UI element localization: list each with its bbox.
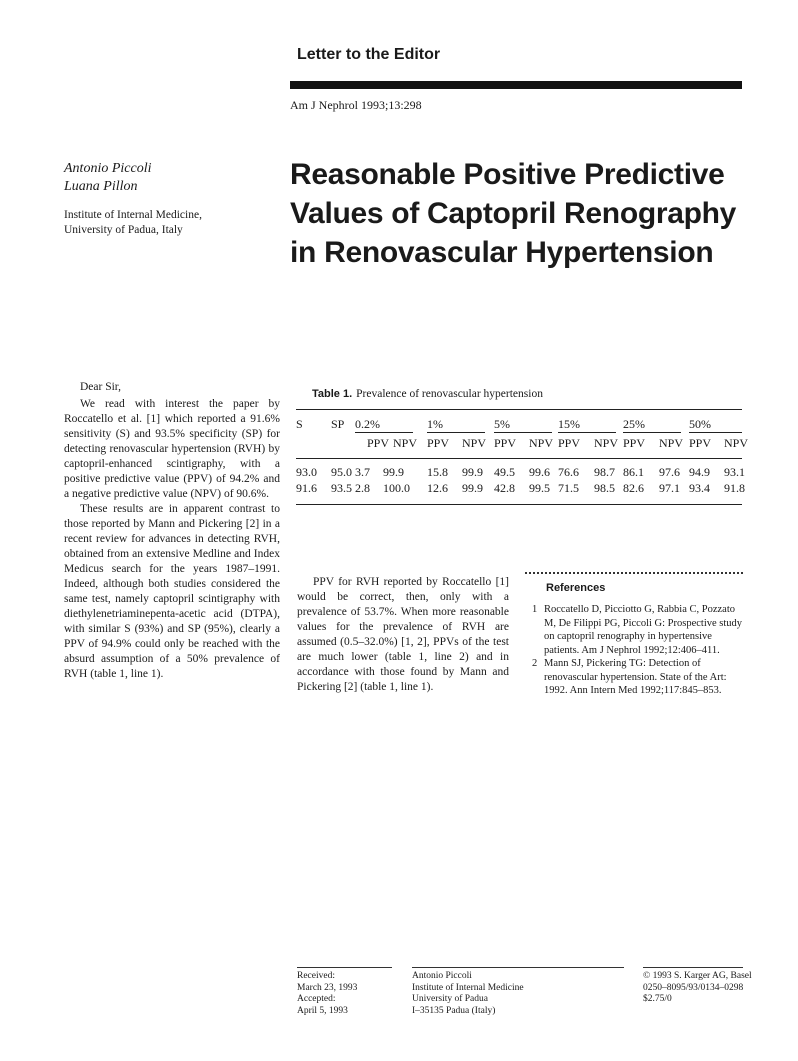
footer-rule <box>297 967 392 968</box>
npv-subheader: NPV <box>594 436 619 450</box>
cell-npv: 93.1 <box>724 465 745 479</box>
reference-text: Roccatello D, Picciotto G, Rabbia C, Pozzato M, De Filippi PG, Piccoli G: Prospective study on captopril renography in hypertensive patients. Am J Nephrol 1992;12:406–411. <box>544 604 743 656</box>
author-names <box>64 160 151 196</box>
body-paragraph: These results are in apparent contrast to those reported by Mann and Pickering [2] in a recent review for advances in detecting RVH, obtained from an extensive Medline and Index Medicus search for the years 1987–1991. Indeed, although both studies considered the same test, namely captopril scintigraphy with diethylenetriaminepenta-acetic acid (DTPA), with similar S (93%) and SP (95%), clearly a PPV of 94.9% could only be reached with the absurd assumption of a 50% prevalence of RVH (table 1, line 1). <box>64 503 280 680</box>
reference-item <box>532 657 744 698</box>
table-label: Table 1. <box>312 388 353 400</box>
column-header-sp: SP <box>331 417 345 431</box>
reference-number: 2 <box>532 658 538 669</box>
column-header-s: S <box>296 417 303 431</box>
prevalence-header-rule <box>689 432 742 433</box>
reference-number: 1 <box>532 604 538 615</box>
table-header-rule <box>296 458 742 459</box>
title-line: Reasonable Positive Predictive <box>290 158 725 191</box>
footer-line: Accepted: <box>297 994 336 1004</box>
npv-subheader: NPV <box>724 436 749 450</box>
cell-ppv: 15.8 <box>427 465 448 479</box>
cell-ppv: 82.6 <box>623 481 644 495</box>
cell-ppv: 94.9 <box>689 465 710 479</box>
table-top-rule <box>296 409 742 410</box>
prevalence-header: 25% <box>623 417 645 431</box>
cell-specificity: 93.5 <box>331 481 352 495</box>
journal-reference: Am J Nephrol 1993;13:298 <box>290 98 422 112</box>
cell-npv: 99.9 <box>462 481 483 495</box>
footer-line: March 23, 1993 <box>297 982 358 993</box>
prevalence-header-rule <box>355 432 413 433</box>
header-rule <box>290 81 742 89</box>
cell-npv: 91.8 <box>724 481 745 495</box>
prevalence-header: 5% <box>494 417 510 431</box>
author-name: Antonio Piccoli <box>64 161 152 176</box>
cell-ppv: 2.8 <box>355 481 370 495</box>
npv-subheader: NPV <box>529 436 554 450</box>
prevalence-header: 50% <box>689 417 711 431</box>
footer-line: April 5, 1993 <box>297 1005 348 1016</box>
cell-npv: 97.1 <box>659 481 680 495</box>
cell-npv: 98.5 <box>594 481 615 495</box>
cell-ppv: 42.8 <box>494 481 515 495</box>
ppv-subheader: PPV <box>494 436 517 450</box>
cell-ppv: 86.1 <box>623 465 644 479</box>
prevalence-header: 15% <box>558 417 580 431</box>
footer-line: I–35135 Padua (Italy) <box>412 1005 496 1016</box>
affiliation-line: University of Padua, Italy <box>64 224 183 236</box>
body-paragraph: We read with interest the paper by Roccatello et al. [1] which reported a 91.6% sensitivity (S) and 93.5% specificity (SP) for detecting renovascular hypertension (RVH) by captopril-enhanced scintigraphy, with a positive predictive value (PPV) of 94.2% and a negative predictive value (NPV) of 90.6%. <box>64 398 280 500</box>
cell-npv: 97.6 <box>659 465 680 479</box>
cell-ppv: 49.5 <box>494 465 515 479</box>
footer-correspondence-address <box>412 971 524 1017</box>
cell-npv: 99.9 <box>462 465 483 479</box>
cell-ppv: 76.6 <box>558 465 579 479</box>
author-affiliation <box>64 208 202 238</box>
prevalence-header: 0.2% <box>355 417 380 431</box>
footer-line: Antonio Piccoli <box>412 971 472 981</box>
footer-line: © 1993 S. Karger AG, Basel <box>643 971 752 981</box>
footer-line: Received: <box>297 971 335 981</box>
cell-sensitivity: 91.6 <box>296 481 317 495</box>
salutation: Dear Sir, <box>80 381 122 393</box>
reference-item <box>532 603 744 657</box>
footer-rule <box>643 967 743 968</box>
cell-npv: 100.0 <box>383 481 410 495</box>
cell-ppv: 93.4 <box>689 481 710 495</box>
cell-npv: 99.6 <box>529 465 550 479</box>
author-name: Luana Pillon <box>64 179 138 194</box>
npv-subheader: NPV <box>462 436 487 450</box>
ppv-subheader: PPV <box>558 436 581 450</box>
footer-rule <box>412 967 624 968</box>
ppv-subheader: PPV <box>427 436 450 450</box>
npv-subheader: NPV <box>393 436 418 450</box>
cell-ppv: 3.7 <box>355 465 370 479</box>
footer-dates <box>297 971 357 1017</box>
table-bottom-rule <box>296 504 742 505</box>
letter-body-left-column <box>64 380 280 682</box>
ppv-subheader: PPV <box>689 436 712 450</box>
prevalence-header-rule <box>427 432 485 433</box>
article-title <box>290 155 760 272</box>
prevalence-header-rule <box>494 432 552 433</box>
table-caption-text: Prevalence of renovascular hypertension <box>356 388 543 400</box>
cell-specificity: 95.0 <box>331 465 352 479</box>
cell-npv: 99.9 <box>383 465 404 479</box>
footer-line: $2.75/0 <box>643 994 672 1004</box>
references-heading: References <box>546 582 606 594</box>
section-heading: Letter to the Editor <box>297 46 441 63</box>
footer-line: Institute of Internal Medicine <box>412 982 524 993</box>
title-line: in Renovascular Hypertension <box>290 236 714 269</box>
prevalence-header-rule <box>558 432 616 433</box>
ppv-subheader: PPV <box>367 436 390 450</box>
affiliation-line: Institute of Internal Medicine, <box>64 209 202 221</box>
footer-line: 0250–8095/93/0134–0298 <box>643 982 744 993</box>
references-divider <box>525 572 743 574</box>
body-paragraph: PPV for RVH reported by Roccatello [1] would be correct, then, only with a prevalence of 53.7%. When more reasonable values for the prevalence of RVH are assumed (0.5–32.0%) [1, 2], PPVs of the test are much lower (table 1, line 2) and in accordance with those found by Mann and Pickering [2] (table 1, line 1). <box>297 576 509 693</box>
reference-text: Mann SJ, Pickering TG: Detection of renovascular hypertension. State of the Art: 1992. Ann Intern Med 1992;117:845–853. <box>544 658 727 696</box>
ppv-subheader: PPV <box>623 436 646 450</box>
prevalence-header: 1% <box>427 417 443 431</box>
cell-ppv: 12.6 <box>427 481 448 495</box>
cell-npv: 99.5 <box>529 481 550 495</box>
prevalence-header-rule <box>623 432 681 433</box>
footer-line: University of Padua <box>412 994 488 1004</box>
letter-body-middle-column <box>297 575 509 695</box>
title-line: Values of Captopril Renography <box>290 197 737 230</box>
cell-npv: 98.7 <box>594 465 615 479</box>
cell-ppv: 71.5 <box>558 481 579 495</box>
footer-copyright <box>643 971 752 1006</box>
references-list <box>532 603 744 698</box>
npv-subheader: NPV <box>659 436 684 450</box>
cell-sensitivity: 93.0 <box>296 465 317 479</box>
table-caption <box>312 388 543 400</box>
